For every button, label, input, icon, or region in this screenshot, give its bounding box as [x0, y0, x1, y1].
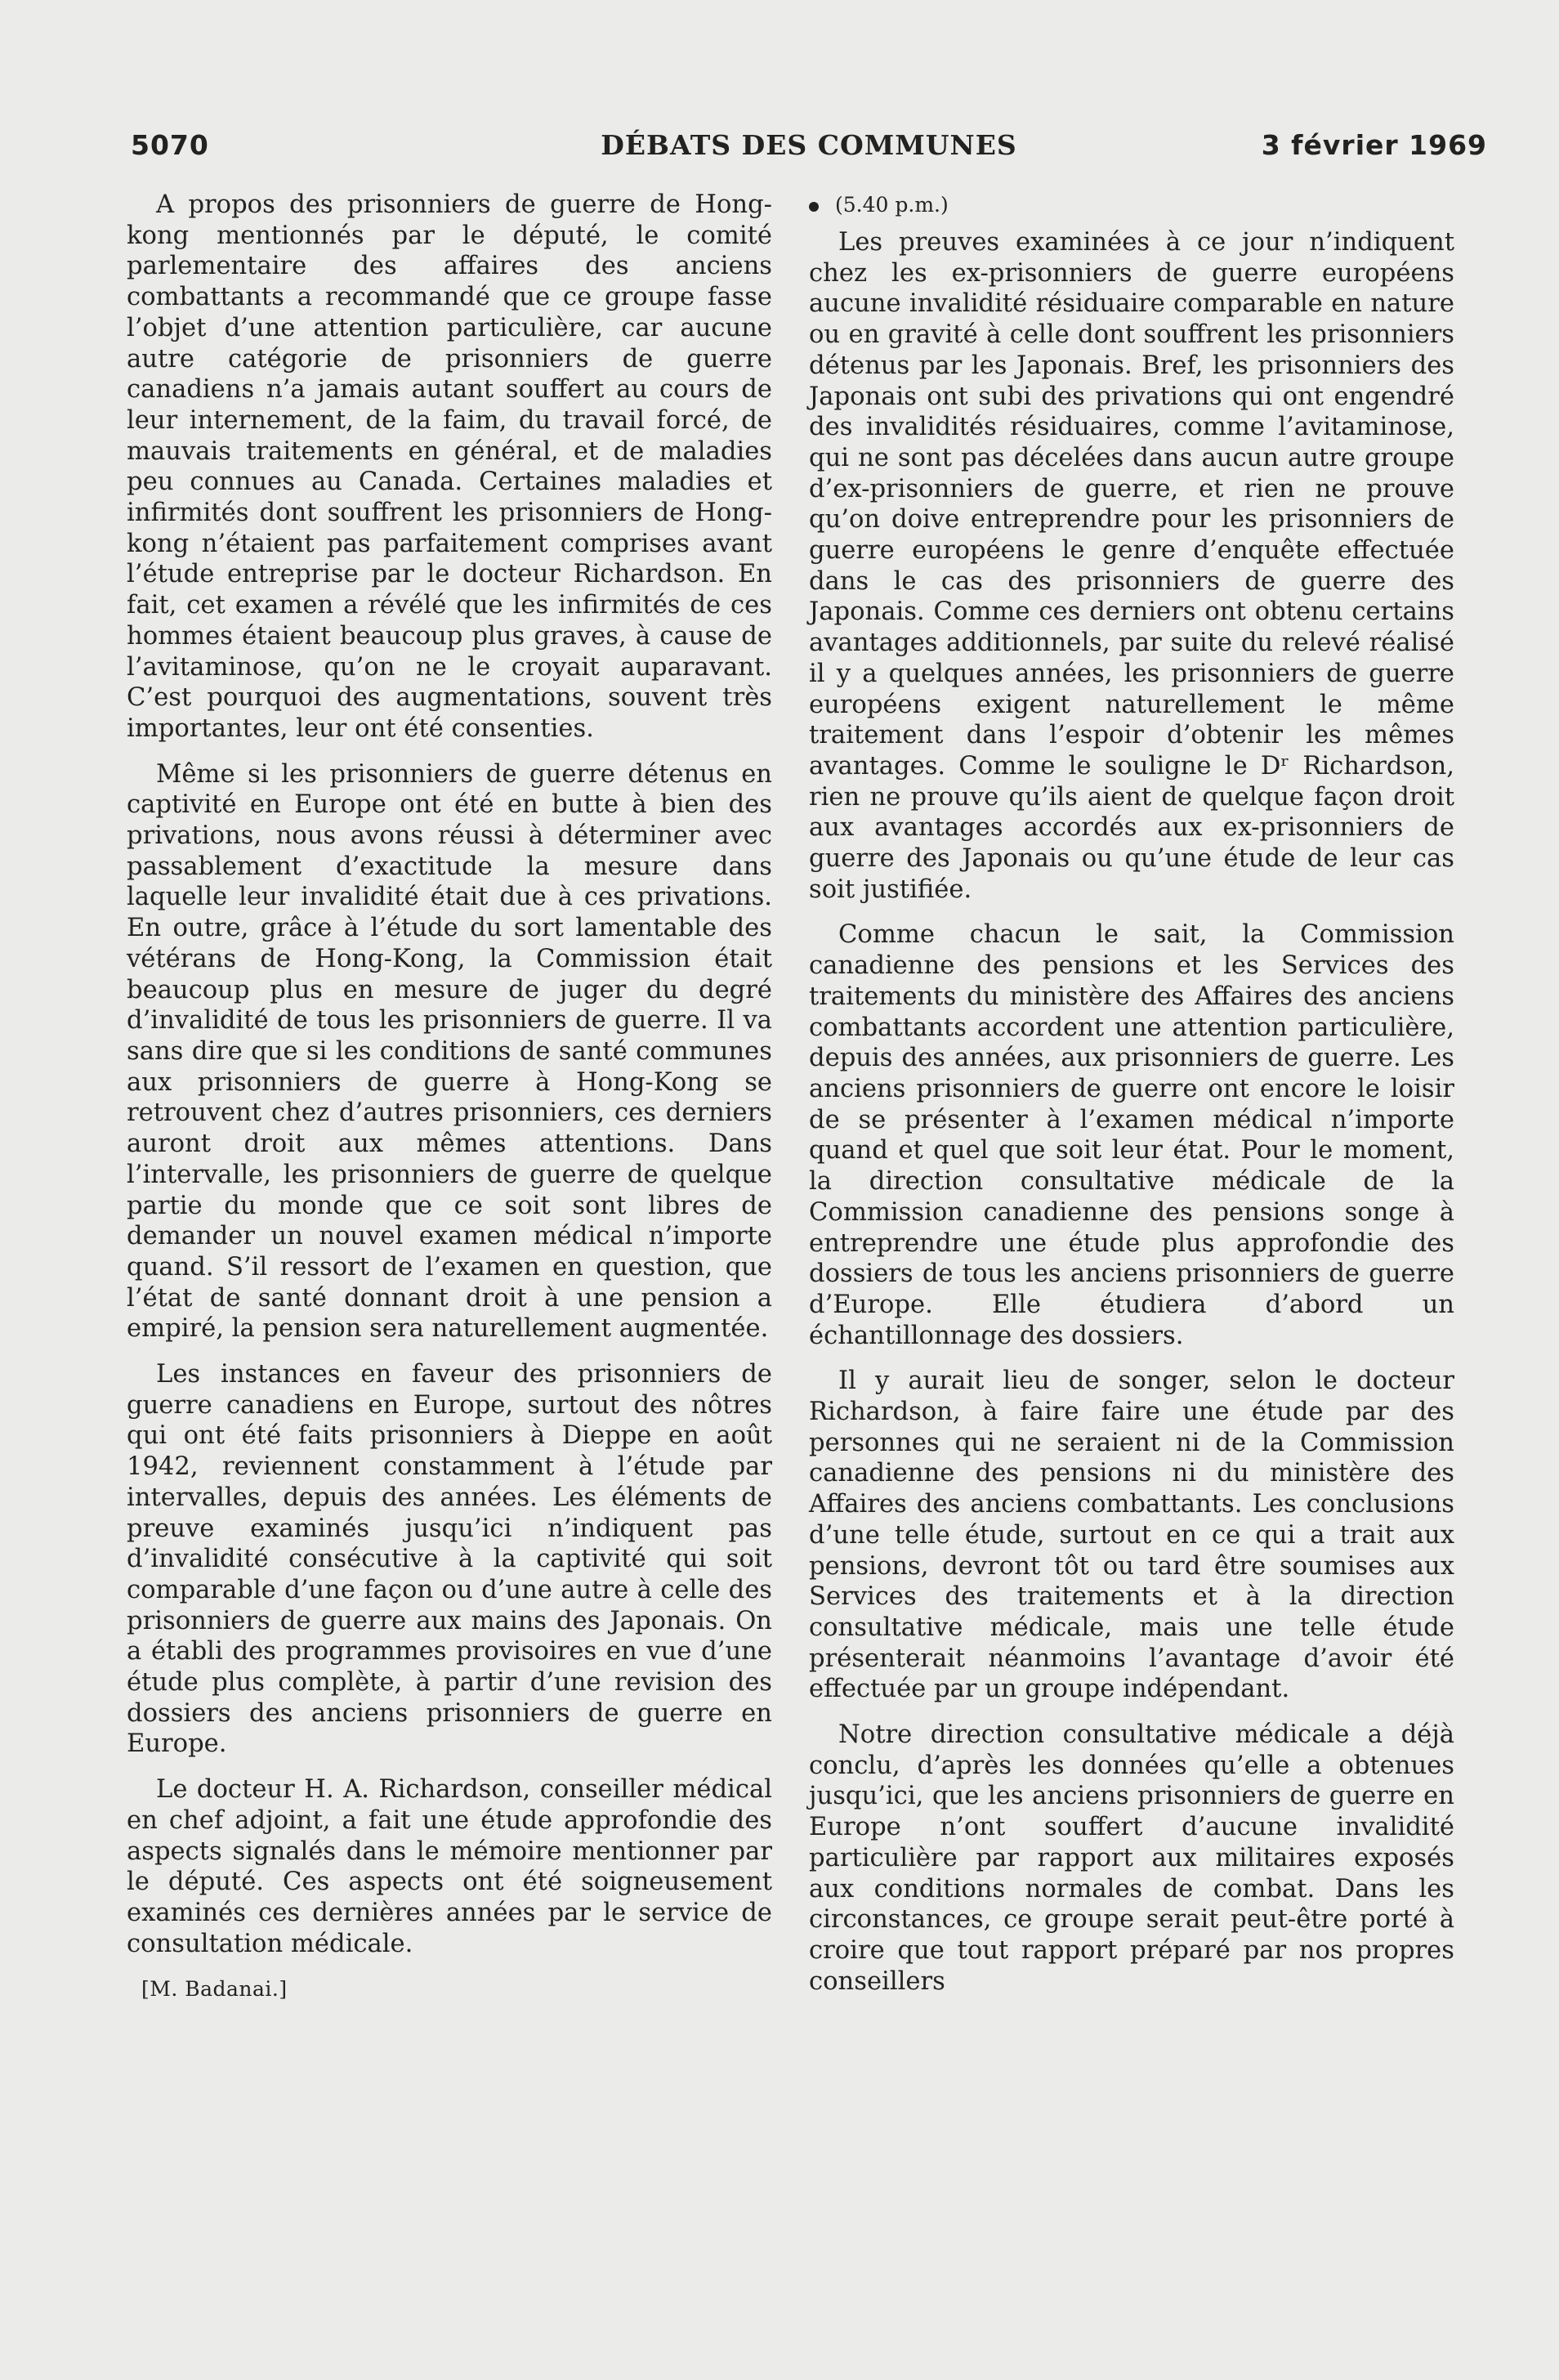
page-number: 5070 — [131, 129, 209, 161]
paragraph: Comme chacun le sait, la Commission canadienne des pensions et les Services des traitements du ministère des Affaires des anciens combattants accordent une attention particulière, depuis des années, aux prisonniers de guerre. Les anciens prisonniers de guerre ont encore le loisir de se présenter à l’examen médical n’importe quand et quel que soit leur état. Pour le moment, la direction consultative médicale de la Commission canadienne des pensions songe à entreprendre une étude plus approfondie des dossiers de tous les anciens prisonniers de guerre d’Europe. Elle étudiera d’abord un échantillonnage des dossiers. — [809, 920, 1454, 1350]
right-column — [809, 190, 1454, 2011]
bullet-icon — [809, 202, 819, 212]
paragraph: Les instances en faveur des prisonniers de guerre canadiens en Europe, surtout des nôtres qui ont été faits prisonniers à Dieppe en août 1942, reviennent constamment à l’étude par intervalles, depuis des années. Les éléments de preuve examinés jusqu’ici n’indiquent pas d’invalidité consécutive à la captivité qui soit comparable d’une façon ou d’une autre à celle des prisonniers de guerre aux mains des Japonais. On a établi des programmes provisoires en vue d’une étude plus complète, à partir d’une revision des dossiers des anciens prisonniers de guerre en Europe. — [127, 1360, 772, 1759]
time-marker — [809, 193, 1454, 217]
page-title: DÉBATS DES COMMUNES — [601, 129, 1017, 161]
paragraph: Même si les prisonniers de guerre détenus en captivité en Europe ont été en butte à bien des privations, nous avons réussi à déterminer avec passablement d’exactitude la mesure dans laquelle leur invalidité était due à ces privations. En outre, grâce à l’étude du sort lamentable des vétérans de Hong-Kong, la Commission était beaucoup plus en mesure de juger du degré d’invalidité de tous les prisonniers de guerre. Il va sans dire que si les conditions de santé communes aux prisonniers de guerre à Hong-Kong se retrouvent chez d’autres prisonniers, ces derniers auront droit aux mêmes attentions. Dans l’intervalle, les prisonniers de guerre de quelque partie du monde que ce soit sont libres de demander un nouvel examen médical n’importe quand. S’il ressort de l’examen en question, que l’état de santé donnant droit à une pension a empiré, la pension sera naturellement augmentée. — [127, 759, 772, 1344]
left-column — [127, 190, 772, 2005]
page-date: 3 février 1969 — [1261, 129, 1487, 161]
paragraph: Le docteur H. A. Richardson, conseiller médical en chef adjoint, a fait une étude approfondie des aspects signalés dans le mémoire mentionner par le député. Ces aspects ont été soigneusement examinés ces dernières années par le service de consultation médicale. — [127, 1775, 772, 1958]
paragraph: Les preuves examinées à ce jour n’indiquent chez les ex-prisonniers de guerre européens aucune invalidité résiduaire comparable en nature ou en gravité à celle dont souffrent les prisonniers détenus par les Japonais. Bref, les prisonniers des Japonais ont subi des privations qui ont engendré des invalidités résiduaires, comme l’avitaminose, qui ne sont pas décelées dans aucun autre groupe d’ex-prisonniers de guerre, et rien ne prouve qu’on doive entreprendre pour les prisonniers de guerre européens le genre d’enquête effectuée dans le cas des prisonniers de guerre des Japonais. Comme ces derniers ont obtenu certains avantages additionnels, par suite du relevé réalisé il y a quelques années, les prisonniers de guerre européens exigent naturellement le même traitement dans l’espoir d’obtenir les mêmes avantages. Comme le souligne le Dʳ Richardson, rien ne prouve qu’ils aient de quelque façon droit aux avantages accordés aux ex-prisonniers de guerre des Japonais ou qu’une étude de leur cas soit justifiée. — [809, 228, 1454, 904]
page-header — [131, 129, 1487, 170]
paragraph: Il y aurait lieu de songer, selon le docteur Richardson, à faire faire une étude par des personnes qui ne seraient ni de la Commission canadienne des pensions ni du ministère des Affaires des anciens combattants. Les conclusions d’une telle étude, surtout en ce qui a trait aux pensions, devront tôt ou tard être soumises aux Services des traitements et à la direction consultative médicale, mais une telle étude présenterait néanmoins l’avantage d’avoir été effectuée par un groupe indépendant. — [809, 1367, 1454, 1704]
paragraph: A propos des prisonniers de guerre de Hong-kong mentionnés par le député, le comité parlementaire des affaires des anciens combattants a recommandé que ce groupe fasse l’objet d’une attention particulière, car aucune autre catégorie de prisonniers de guerre canadiens n’a jamais autant souffert au cours de leur internement, de la faim, du travail forcé, de mauvais traitements en général, et de maladies peu connues au Canada. Certaines maladies et infirmités dont souffrent les prisonniers de Hong-kong n’étaient pas parfaitement comprises avant l’étude entreprise par le docteur Richardson. En fait, cet examen a révélé que les infirmités de ces hommes étaient beaucoup plus graves, à cause de l’avitaminose, qu’on ne le croyait auparavant. C’est pourquoi des augmentations, souvent très importantes, leur ont été consenties. — [127, 190, 772, 743]
speaker-attribution: [M. Badanai.] — [141, 1977, 288, 2002]
paragraph: Notre direction consultative médicale a déjà conclu, d’après les données qu’elle a obtenues jusqu’ici, que les anciens prisonniers de guerre en Europe n’ont souffert d’aucune invalidité particulière par rapport aux militaires exposés aux conditions normales de combat. Dans les circonstances, ce groupe serait peut-être porté à croire que tout rapport préparé par nos propres conseillers — [809, 1720, 1454, 1996]
time-marker-text: (5.40 p.m.) — [835, 193, 949, 217]
